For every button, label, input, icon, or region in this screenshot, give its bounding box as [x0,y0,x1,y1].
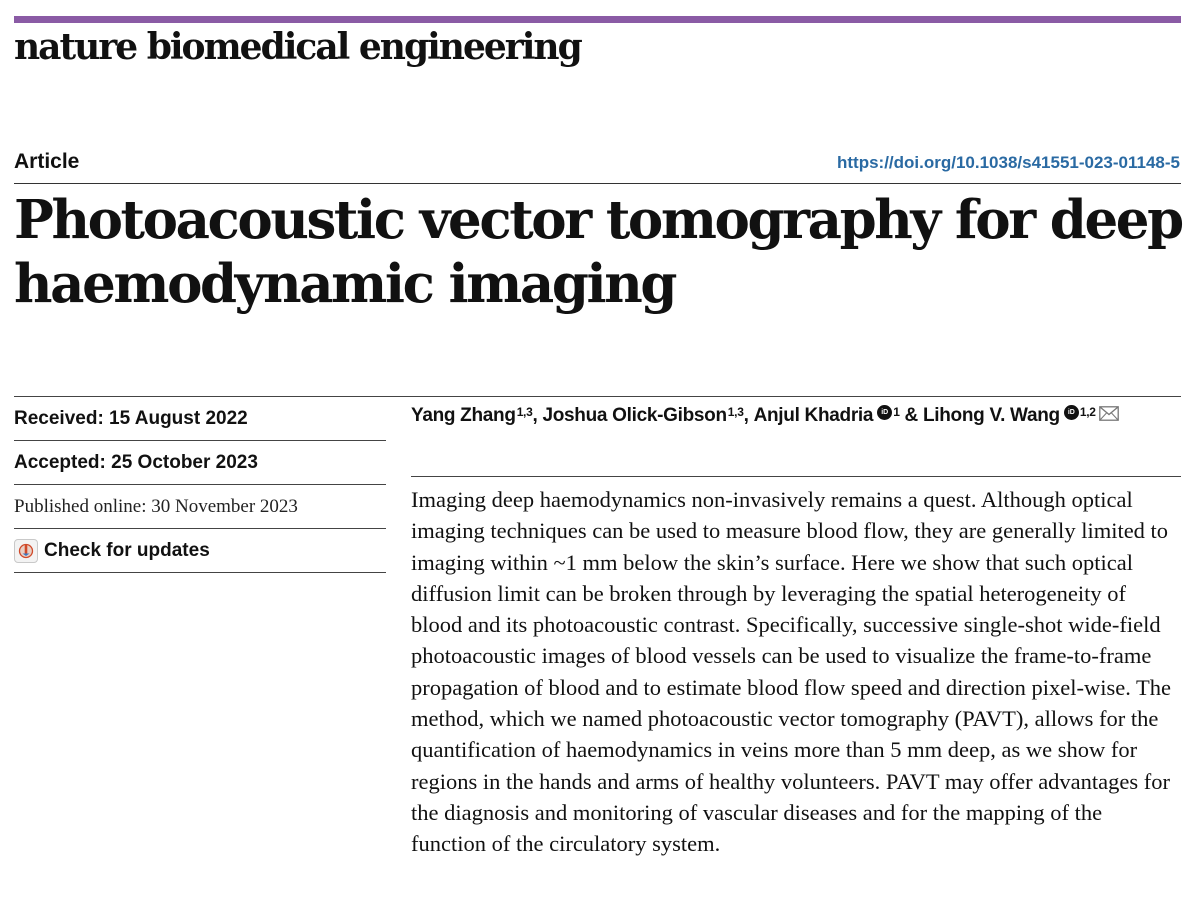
author-name[interactable]: Joshua Olick-Gibson [542,405,727,426]
check-for-updates-icon [14,539,38,563]
author-name[interactable]: Anjul Khadria [753,405,874,426]
article-dates [14,397,386,573]
received-date: Received: 15 August 2022 [14,397,386,441]
abstract-text: Imaging deep haemodynamics non-invasively remains a quest. Although optical imaging techniques can be used to measure blood flow, they are generally limited to imaging within ~1 mm below the skin’s surface. Here we show that such optical diffusion limit can be broken through by leveraging the spatial heterogeneity of blood and its photoacoustic contrast. Specifically, successive single-shot wide-field photoacoustic images of blood vessels can be used to visualize the frame-to-frame propagation of blood and to estimate blood flow speed and direction pixel-wise. The method, which we named photoacoustic vector tomography (PAVT), allows for the quantification of haemodynamics in veins more than 5 mm deep, as we show for regions in the hands and arms of healthy volunteers. PAVT may offer advantages for the diagnosis and monitoring of vascular diseases and for the mapping of the function of the circulatory system. [411,487,1172,857]
published-date: Published online: 30 November 2023 [14,485,386,529]
author-name[interactable]: Lihong V. Wang [922,405,1060,426]
doi-link[interactable]: https://doi.org/10.1038/s41551-023-01148-5 [836,153,1180,172]
orcid-icon[interactable]: iD [877,405,892,420]
article-title: Photoacoustic vector tomography for deep haemodynamic imaging [14,189,1182,315]
author-affiliation: 1,3 [727,405,744,419]
email-icon[interactable] [1099,405,1119,427]
journal-name[interactable]: nature biomedical engineering [14,26,581,68]
abstract-divider [411,476,1181,477]
check-for-updates-button[interactable] [14,529,386,573]
author-ampersand: & [904,405,918,426]
article-type-label: Article [14,150,80,173]
journal-accent-bar [14,16,1181,23]
orcid-icon[interactable]: iD [1064,405,1079,420]
author-separator: , [532,405,538,426]
author-name[interactable]: Yang Zhang [411,405,516,426]
author-affiliation: 1,2 [1079,405,1096,419]
author-list [411,405,1186,427]
check-for-updates-label: Check for updates [44,539,210,561]
author-affiliation: 1,3 [516,405,533,419]
author-separator: , [743,405,749,426]
accepted-date: Accepted: 25 October 2023 [14,441,386,485]
title-divider [14,183,1181,184]
author-affiliation: 1 [893,405,900,419]
